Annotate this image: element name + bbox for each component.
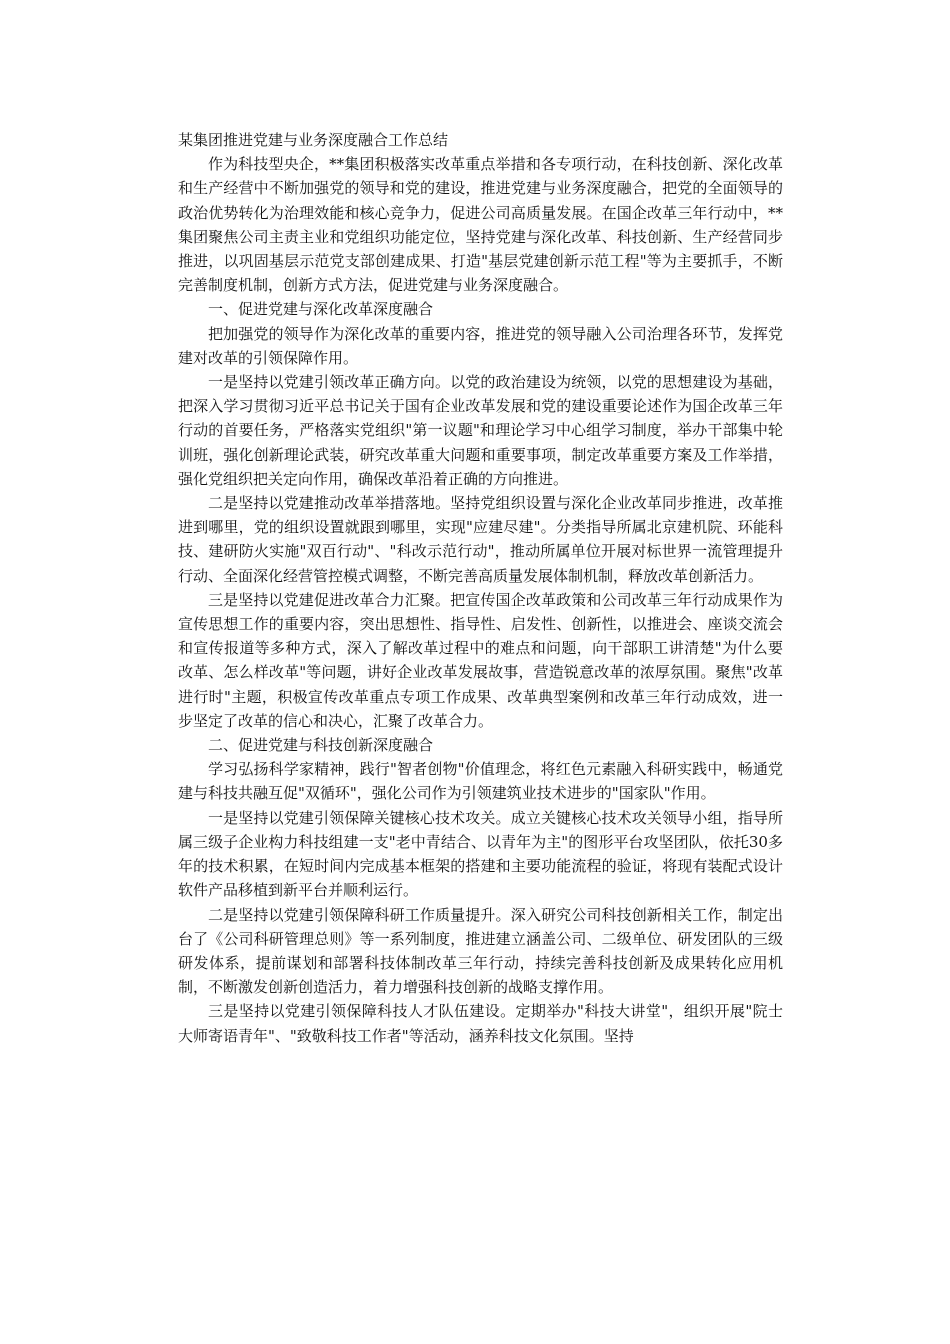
document-title: 某集团推进党建与业务深度融合工作总结 bbox=[178, 131, 449, 149]
paragraph: 三是坚持以党建引领保障科技人才队伍建设。定期举办"科技大讲堂"，组织开展"院士大师寄语青年"、"致敬科技工作者"等活动，涵养科技文化氛围。坚持 bbox=[178, 1002, 783, 1045]
section-heading-2: 二、促进党建与科技创新深度融合 bbox=[208, 736, 434, 755]
section-heading-1: 一、促进党建与深化改革深度融合 bbox=[208, 300, 434, 319]
document-page bbox=[178, 128, 783, 1048]
paragraph: 三是坚持以党建促进改革合力汇聚。把宣传国企改革政策和公司改革三年行动成果作为宣传思想工作的重要内容，突出思想性、指导性、启发性、创新性，以推进会、座谈交流会和宣传报道等多种方式，深入了解改革过程中的难点和问题，向干部职工讲清楚"为什么要改革、怎么样改革"等问题，讲好企业改革发展故事，营造锐意改革的浓厚氛围。聚焦"改革进行时"主题，积极宣传改革重点专项工作成果、改革典型案例和改革三年行动成效，进一步坚定了改革的信心和决心，汇聚了改革合力。 bbox=[178, 590, 783, 730]
paragraph: 二是坚持以党建引领保障科研工作质量提升。深入研究公司科技创新相关工作，制定出台了《公司科研管理总则》等一系列制度，推进建立涵盖公司、二级单位、研发团队的三级研发体系，提前谋划和部署科技体制改革三年行动，持续完善科技创新及成果转化应用机制，不断激发创新创造活力，着力增强科技创新的战略支撑作用。 bbox=[178, 905, 783, 997]
paragraph: 一是坚持以党建引领改革正确方向。以党的政治建设为统领，以党的思想建设为基础，把深入学习贯彻习近平总书记关于国有企业改革发展和党的建设重要论述作为国企改革三年行动的首要任务，严格落实党组织"第一议题"和理论学习中心组学习制度，举办干部集中轮训班，强化创新理论武装，研究改革重大问题和重要事项，制定改革重要方案及工作举措，强化党组织把关定向作用，确保改革沿着正确的方向推进。 bbox=[178, 373, 783, 488]
paragraph: 把加强党的领导作为深化改革的重要内容，推进党的领导融入公司治理各环节，发挥党建对改革的引领保障作用。 bbox=[178, 324, 783, 367]
paragraph: 二是坚持以党建推动改革举措落地。坚持党组织设置与深化企业改革同步推进，改革推进到哪里，党的组织设置就跟到哪里，实现"应建尽建"。分类指导所属北京建机院、环能科技、建研防火实施"双百行动"、"科改示范行动"，推动所属单位开展对标世界一流管理提升行动、全面深化经营管控模式调整，不断完善高质量发展体制机制，释放改革创新活力。 bbox=[178, 494, 783, 585]
paragraph: 一是坚持以党建引领保障关键核心技术攻关。成立关键核心技术攻关领导小组，指导所属三级子企业构力科技组建一支"老中青结合、以青年为主"的图形平台攻坚团队，依托30多年的技术积累，在短时间内完成基本框架的搭建和主要功能流程的验证，将现有装配式设计软件产品移植到新平台并顺利运行。 bbox=[178, 808, 783, 900]
intro-paragraph: 作为科技型央企，**集团积极落实改革重点举措和各专项行动，在科技创新、深化改革和生产经营中不断加强党的领导和党的建设，推进党建与业务深度融合，把党的全面领导的政治优势转化为治理效能和核心竞争力，促进公司高质量发展。在国企改革三年行动中，**集团聚焦公司主责主业和党组织功能定位，坚持党建与深化改革、科技创新、生产经营同步推进，以巩固基层示范党支部创建成果、打造"基层党建创新示范工程"等为主要抓手，不断完善制度机制，创新方式方法，促进党建与业务深度融合。 bbox=[178, 155, 783, 295]
paragraph: 学习弘扬科学家精神，践行"智者创物"价值理念，将红色元素融入科研实践中，畅通党建与科技共融互促"双循环"，强化公司作为引领建筑业技术进步的"国家队"作用。 bbox=[178, 760, 783, 803]
